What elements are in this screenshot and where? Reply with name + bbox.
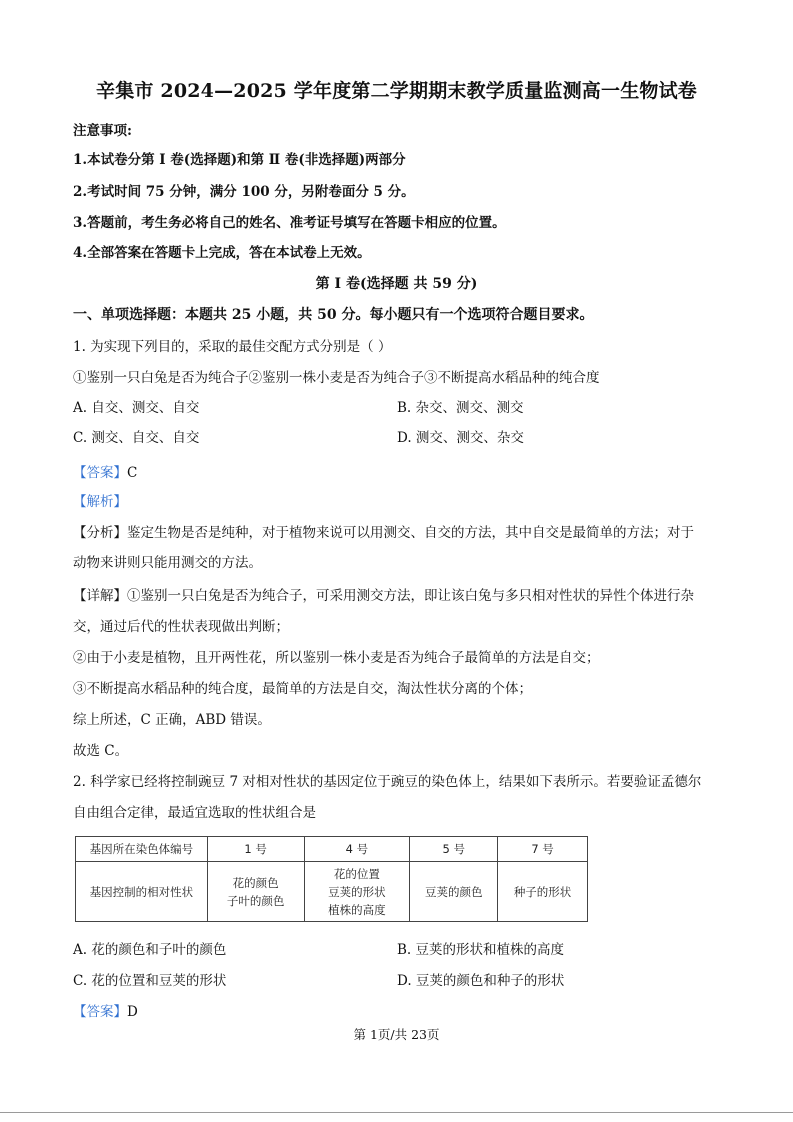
trait: 花的位置 <box>333 866 380 881</box>
page-footer: 第 1页/共 23页 <box>353 1027 440 1042</box>
q2-option-a: A. 花的颜色和子叶的颜色 <box>73 942 227 958</box>
table-cell-chromosome-5: 豆荚的颜色 <box>410 862 498 922</box>
notice-item: 4.全部答案在答题卡上完成，答在本试卷上无效。 <box>73 245 371 261</box>
table-header-cell: 7 号 <box>498 837 588 862</box>
table-header-cell: 5 号 <box>410 837 498 862</box>
notice-heading: 注意事项: <box>73 123 132 139</box>
q2-stem: 2. 科学家已经将控制豌豆 7 对相对性状的基因定位于豌豆的染色体上，结果如下表所示。若要验证孟德尔 <box>73 774 702 790</box>
q1-summary: 综上所述，C 正确，ABD 错误。 <box>73 712 271 728</box>
q1-option-d: D. 测交、测交、杂交 <box>397 430 524 446</box>
q1-conclusion: 故选 C。 <box>73 743 129 759</box>
q1-option-c: C. 测交、自交、自交 <box>73 430 200 446</box>
trait: 子叶的颜色 <box>226 893 285 908</box>
q1-xiangjie-point2: ②由于小麦是植物，且开两性花，所以鉴别一株小麦是否为纯合子最简单的方法是自交； <box>73 650 600 666</box>
table-row-label: 基因控制的相对性状 <box>76 862 208 922</box>
q1-fenxi <box>73 523 694 543</box>
exam-title: 辛集市 2024—2025 学年度第二学期期末教学质量监测高一生物试卷 <box>96 80 697 102</box>
bottom-divider <box>0 1112 793 1113</box>
q1-fenxi-cont: 动物来讲则只能用测交的方法。 <box>73 555 262 571</box>
answer-value: C <box>127 465 138 481</box>
trait: 花的颜色 <box>232 875 279 890</box>
q2-stem-cont: 自由组合定律，最适宜选取的性状组合是 <box>73 805 316 821</box>
answer-label: 【答案】 <box>73 465 127 481</box>
answer-label: 【答案】 <box>73 1004 127 1020</box>
table-header-cell: 1 号 <box>207 837 304 862</box>
trait: 豆荚的形状 <box>328 884 386 899</box>
notice-item: 2.考试时间 75 分钟，满分 100 分，另附卷面分 5 分。 <box>73 184 415 200</box>
q1-option-b: B. 杂交、测交、测交 <box>397 400 524 416</box>
q1-xiangjie <box>73 586 694 606</box>
q1-option-a: A. 自交、测交、自交 <box>73 400 200 416</box>
q1-xiangjie-cont: 交，通过后代的性状表现做出判断； <box>73 619 289 635</box>
table-header-cell: 基因所在染色体编号 <box>76 837 208 862</box>
table-cell-chromosome-4 <box>304 862 410 922</box>
q1-sub: ①鉴别一只白兔是否为纯合子②鉴别一株小麦是否为纯合子③不断提高水稻品种的纯合度 <box>73 370 600 386</box>
table-cell-chromosome-1 <box>207 862 304 922</box>
q2-option-b: B. 豆荚的形状和植株的高度 <box>397 942 565 958</box>
fenxi-text: 鉴定生物是否是纯种，对于植物来说可以用测交、自交的方法，其中自交是最简单的方法；对于 <box>127 525 694 541</box>
q1-stem: 1. 为实现下列目的，采取的最佳交配方式分别是（ ） <box>73 339 392 355</box>
answer-value: D <box>127 1004 138 1020</box>
notice-item: 1.本试卷分第 Ⅰ 卷(选择题)和第 Ⅱ 卷(非选择题)两部分 <box>73 152 406 168</box>
q2-option-c: C. 花的位置和豆荚的形状 <box>73 973 227 989</box>
table-row <box>76 862 588 922</box>
section1-title: 第 Ⅰ 卷(选择题 共 59 分) <box>315 276 478 292</box>
xiangjie-label: 【详解】 <box>73 588 127 604</box>
fenxi-label: 【分析】 <box>73 525 127 541</box>
part1-heading: 一、单项选择题：本题共 25 小题，共 50 分。每小题只有一个选项符合题目要求。 <box>73 307 594 323</box>
gene-location-table <box>75 836 588 922</box>
table-header-row <box>76 837 588 862</box>
xiangjie-text: ①鉴别一只白兔是否为纯合子，可采用测交方法，即让该白兔与多只相对性状的异性个体进行杂 <box>127 588 694 604</box>
q1-analysis-label: 【解析】 <box>73 494 127 510</box>
q1-xiangjie-point3: ③不断提高水稻品种的纯合度，最简单的方法是自交，淘汰性状分离的个体； <box>73 681 532 697</box>
table-header-cell: 4 号 <box>304 837 410 862</box>
notice-item: 3.答题前，考生务必将自己的姓名、准考证号填写在答题卡相应的位置。 <box>73 215 506 231</box>
table-cell-chromosome-7: 种子的形状 <box>498 862 588 922</box>
q2-option-d: D. 豆荚的颜色和种子的形状 <box>397 973 565 989</box>
q2-answer <box>73 1002 138 1022</box>
trait: 植株的高度 <box>328 902 386 917</box>
q1-answer <box>73 463 137 483</box>
